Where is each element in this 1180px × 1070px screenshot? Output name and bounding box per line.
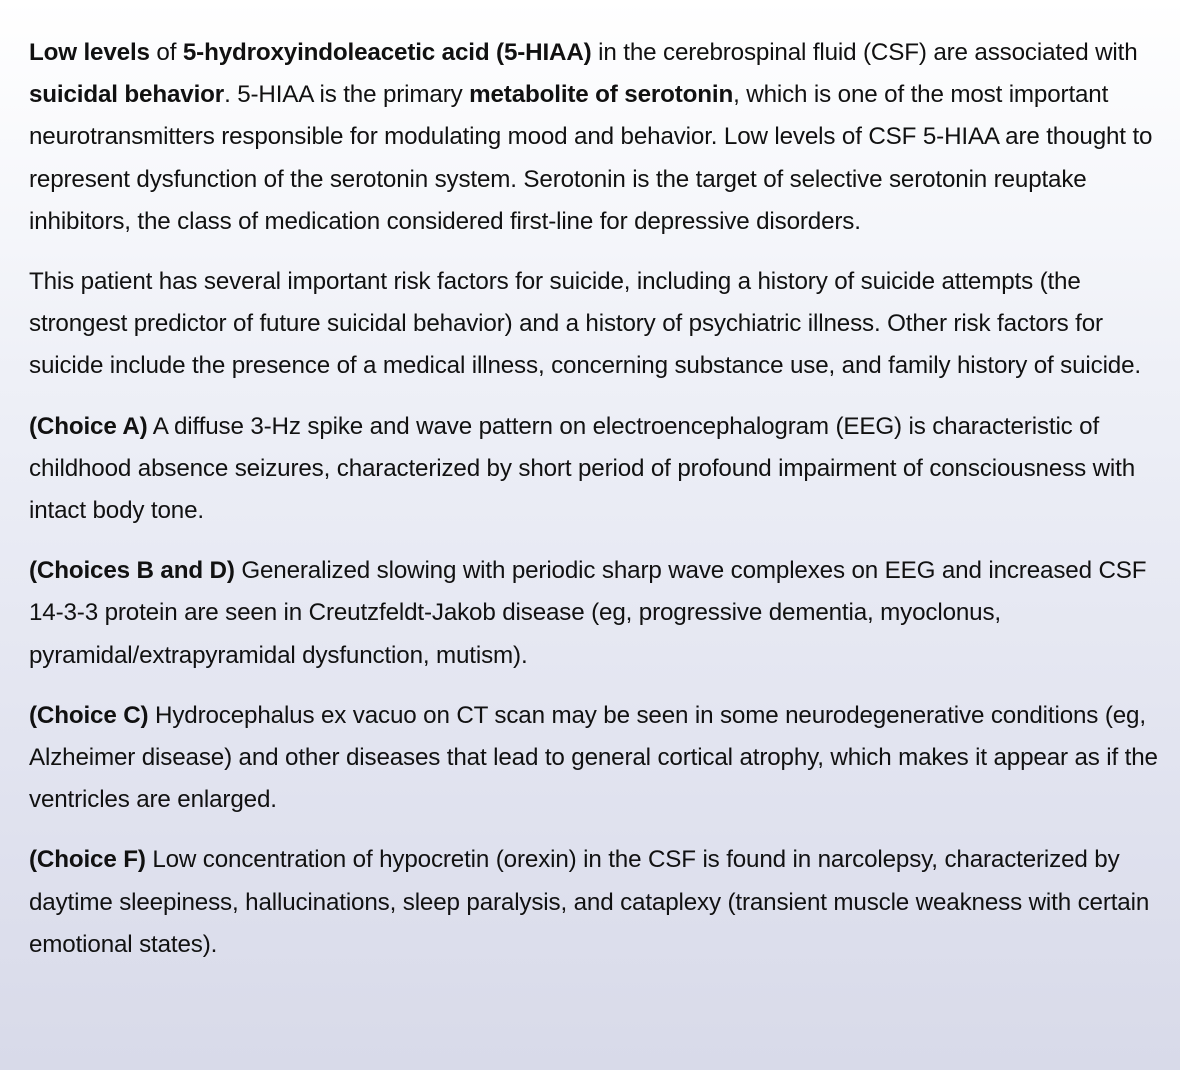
choice-text: Low concentration of hypocretin (orexin) in the CSF is found in narcolepsy, characterized by daytime sleepiness, hallucinations, sleep paralysis, and cataplexy (transient muscle weakness with certain emotional states). bbox=[29, 846, 1150, 958]
risk-factors-paragraph bbox=[29, 261, 1180, 388]
explanation-text bbox=[29, 32, 1180, 984]
choice-label: (Choices B and D) bbox=[29, 557, 235, 585]
body-text: of bbox=[149, 39, 183, 66]
key-term: 5-hydroxyindoleacetic acid (5-HIAA) bbox=[182, 39, 592, 66]
body-text: in the cerebrospinal fluid (CSF) are associated with bbox=[591, 39, 1138, 66]
choice-label: (Choice A) bbox=[29, 412, 148, 440]
choice-f-paragraph bbox=[29, 839, 1180, 966]
choice-c-paragraph bbox=[29, 695, 1180, 822]
choice-text: Generalized slowing with periodic sharp wave complexes on EEG and increased CSF 14-3-3 protein are seen in Creutzfeldt-Jakob disease (eg, progressive dementia, myoclonus, pyramidal/extrapyramidal dysfunction, mutism). bbox=[29, 557, 1147, 669]
choice-b-d-paragraph bbox=[29, 550, 1180, 677]
body-text: . 5-HIAA is the primary bbox=[224, 81, 470, 109]
intro-paragraph bbox=[29, 32, 1180, 243]
body-text: This patient has several important risk factors for suicide, including a history of suicide attempts (the strongest predictor of future suicidal behavior) and a history of psychiatric illness. Other risk factors for suicide include the presence of a medical illness, concerning substance use, and family history of suicide. bbox=[29, 268, 1141, 380]
choice-a-paragraph bbox=[29, 406, 1180, 533]
choice-label: (Choice C) bbox=[29, 701, 149, 729]
key-term: metabolite of serotonin bbox=[469, 81, 734, 109]
body-text: , which is one of the most important neurotransmitters responsible for modulating mood and behavior. Low levels of CSF 5-HIAA are thought to represent dysfunction of the serotonin system. Serotonin is the target of selective serotonin reuptake inhibitors, the class of medication considered first-line for depressive disorders. bbox=[29, 81, 1153, 235]
key-term: suicidal behavior bbox=[29, 81, 225, 109]
choice-text: A diffuse 3-Hz spike and wave pattern on electroencephalogram (EEG) is characteristic of childhood absence seizures, characterized by short period of profound impairment of consciousness with intact body tone. bbox=[29, 412, 1135, 525]
choice-text: Hydrocephalus ex vacuo on CT scan may be seen in some neurodegenerative conditions (eg, Alzheimer disease) and other diseases that lead to general cortical atrophy, which makes it appear as if the ventricles are enlarged. bbox=[29, 701, 1158, 814]
key-term: Low levels bbox=[29, 39, 150, 66]
choice-label: (Choice F) bbox=[29, 846, 146, 874]
